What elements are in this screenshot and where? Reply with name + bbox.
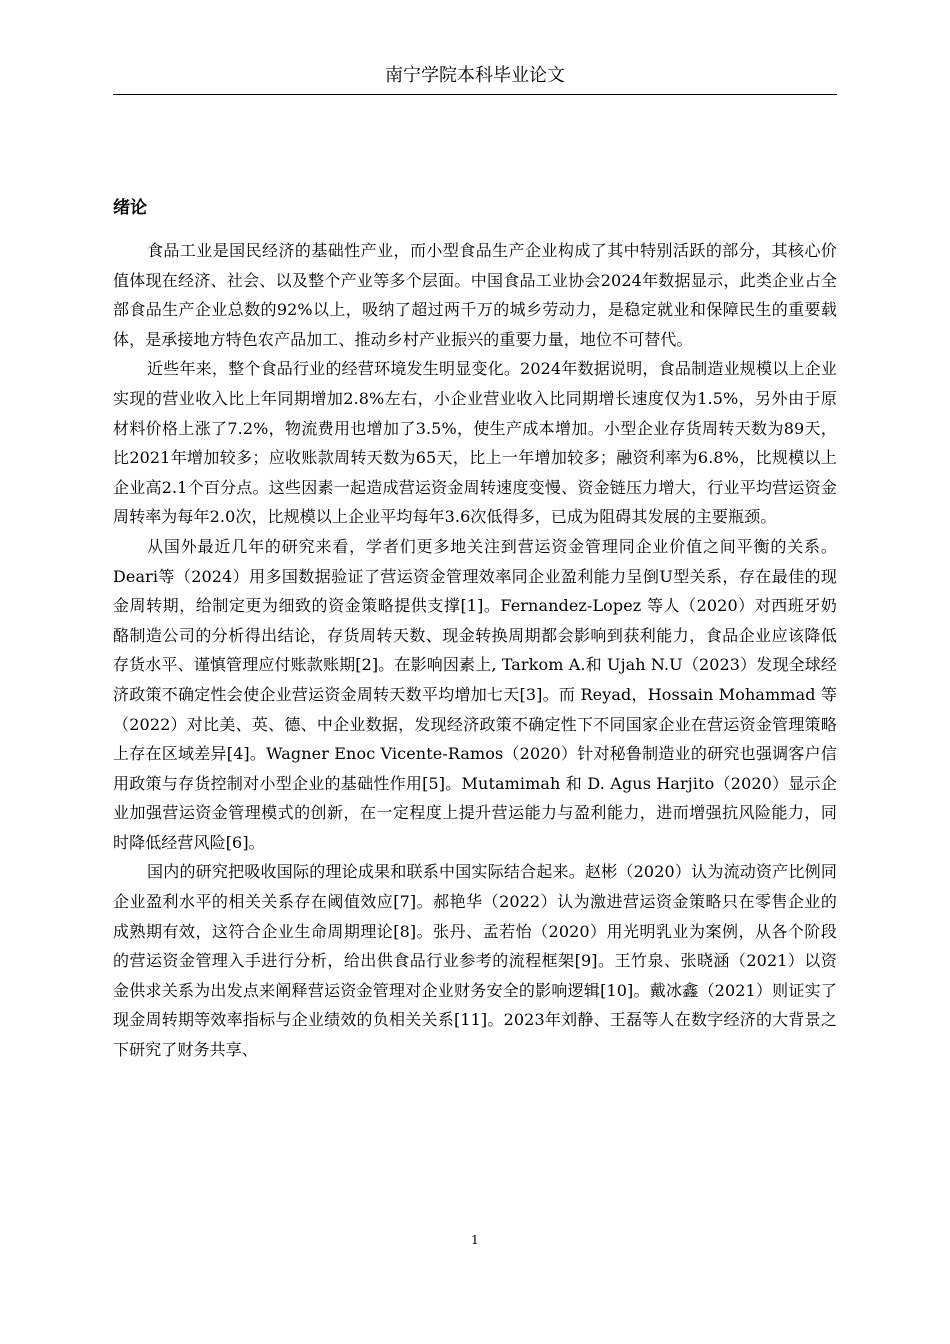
paragraph: 近些年来，整个食品行业的经营环境发生明显变化。2024年数据说明，食品制造业规模以上企业实现的营业收入比上年同期增加2.8%左右，小企业营业收入比同期增长速度仅为1.5%，另外由于原材料价格上涨了7.2%，物流费用也增加了3.5%，使生产成本增加。小型企业存货周转天数为89天，比2021年增加较多；应收账款周转天数为65天，比上一年增加较多；融资利率为6.8%，比规模以上企业高2.1个百分点。这些因素一起造成营运资金周转速度变慢、资金链压力增大，行业平均营运资金周转率为每年2.0次，比规模以上企业平均每年3.6次低得多，已成为阻碍其发展的主要瓶颈。	[113, 359, 837, 527]
paragraph: 国内的研究把吸收国际的理论成果和联系中国实际结合起来。赵彬（2020）认为流动资产比例同企业盈利水平的相关关系存在阈值效应[7]。郝艳华（2022）认为激进营运资金策略只在零售企业的成熟期有效，这符合企业生命周期理论[8]。张丹、孟若怡（2020）用光明乳业为案例，从各个阶段的营运资金管理入手进行分析，给出供食品行业参考的流程框架[9]。王竹泉、张晓涵（2021）以资金供求关系为出发点来阐释营运资金管理对企业财务安全的影响逻辑[10]。戴冰鑫（2021）则证实了现金周转期等效率指标与企业绩效的负相关关系[11]。2023年刘静、王磊等人在数字经济的大背景之下研究了财务共享、	[113, 862, 837, 1060]
header-divider	[113, 94, 837, 95]
page-number: 1	[471, 1233, 479, 1247]
paragraph: 从国外最近几年的研究来看，学者们更多地关注到营运资金管理同企业价值之间平衡的关系。Deari等（2024）用多国数据验证了营运资金管理效率同企业盈利能力呈倒U型关系，存在最佳的现金周转期，给制定更为细致的资金策略提供支撑[1]。Fernandez-Lopez 等人（2020）对西班牙奶酪制造公司的分析得出结论，存货周转天数、现金转换周期都会影响到获利能力，食品企业应该降低存货水平、谨慎管理应付账款账期[2]。在影响因素上, Tarkom A.和 Ujah N.U（2023）发现全球经济政策不确定性会使企业营运资金周转天数平均增加七天[3]。而 Reyad，Hossain Mohammad 等（2022）对比美、英、德、中企业数据，发现经济政策不确定性下不同国家企业在营运资金管理策略上存在区域差异[4]。Wagner Enoc Vicente-Ramos（2020）针对秘鲁制造业的研究也强调客户信用政策与存货控制对小型企业的基础性作用[5]。Mutamimah 和 D. Agus Harjito（2020）显示企业加强营运资金管理模式的创新，在一定程度上提升营运能力与盈利能力，进而增强抗风险能力，同时降低经营风险[6]。	[113, 536, 837, 852]
body-text	[113, 236, 837, 1065]
running-header-title: 南宁学院本科毕业论文	[385, 65, 565, 86]
section-heading: 绪论	[113, 198, 147, 218]
paragraph: 食品工业是国民经济的基础性产业，而小型食品生产企业构成了其中特别活跃的部分，其核心价值体现在经济、社会、以及整个产业等多个层面。中国食品工业协会2024年数据显示，此类企业占全部食品生产企业总数的92%以上，吸纳了超过两千万的城乡劳动力，是稳定就业和保障民生的重要载体，是承接地方特色农产品加工、推动乡村产业振兴的重要力量，地位不可替代。	[113, 241, 837, 349]
